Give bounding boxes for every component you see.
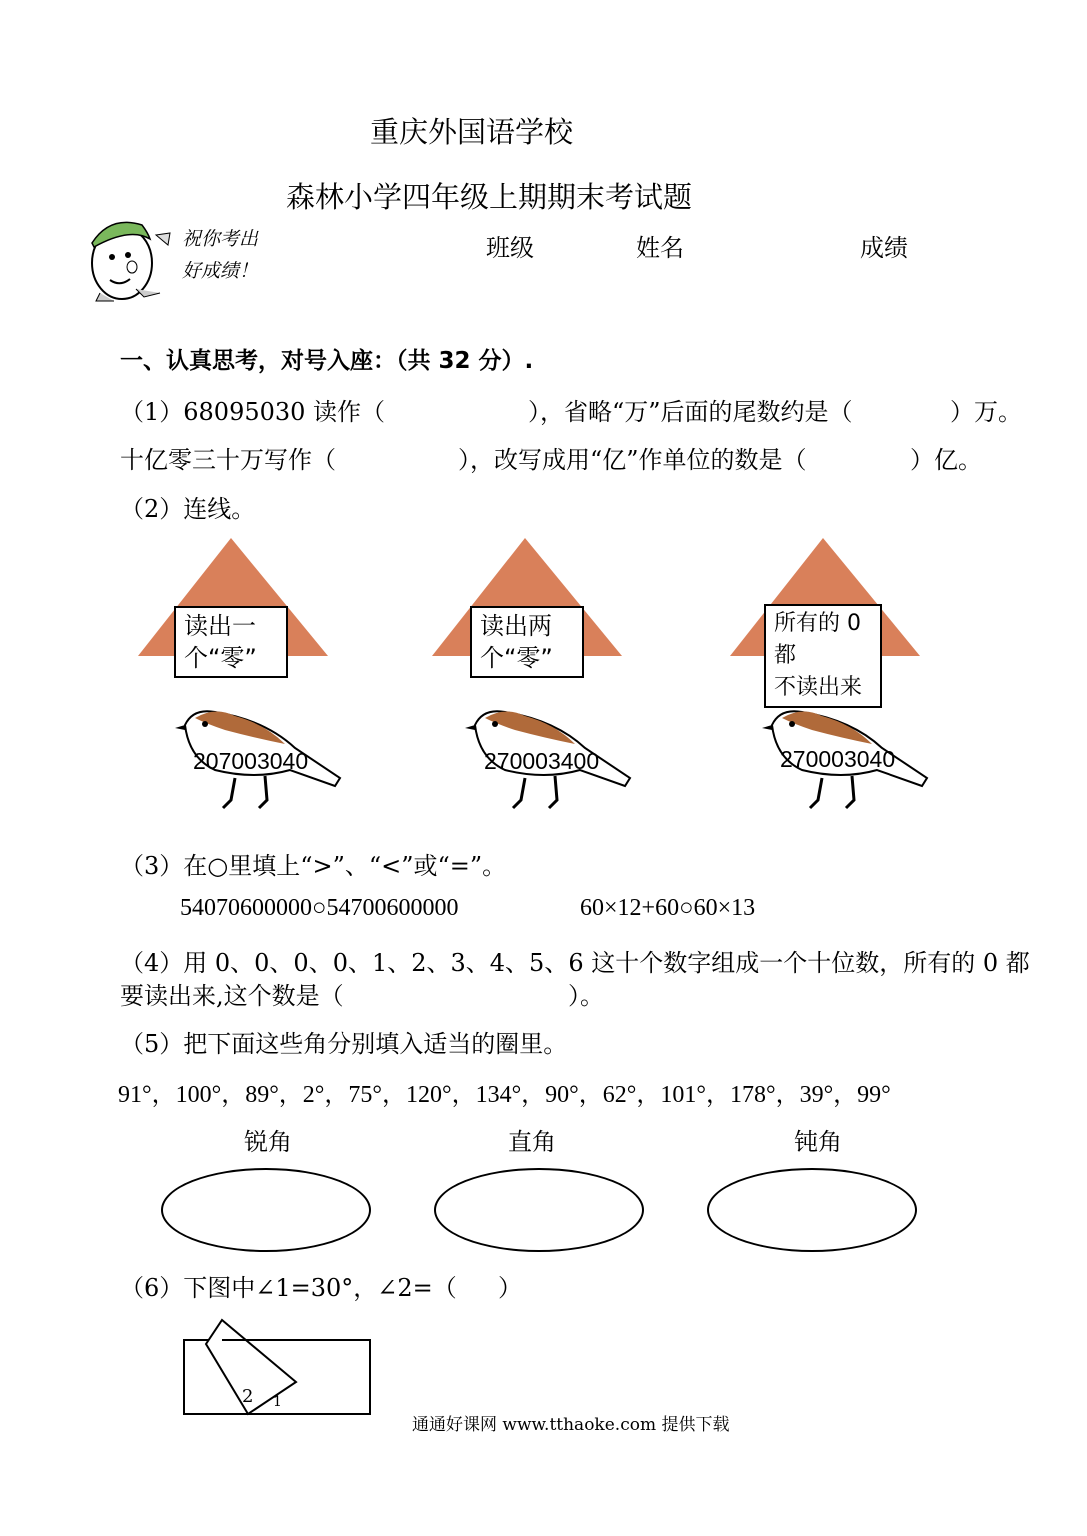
bird-2-number: 270003400 — [484, 748, 600, 774]
q3-label: （3）在○里填上“>”、“<”或“=”。 — [120, 852, 507, 880]
sign-2-line1: 读出两 — [480, 612, 552, 640]
sign-1 — [174, 606, 288, 678]
category-acute: 锐角 — [244, 1128, 292, 1156]
sign-3-line2: 不读出来 — [774, 675, 863, 700]
q5-label: （5）把下面这些角分别填入适当的圈里。 — [120, 1030, 568, 1058]
right-answer-oval[interactable] — [434, 1168, 644, 1252]
bird-3-number: 270003040 — [780, 746, 896, 772]
sign-1-line1: 读出一 — [184, 612, 256, 640]
class-label: 班级 — [486, 234, 534, 262]
acute-answer-oval[interactable] — [161, 1168, 371, 1252]
school-name: 重庆外国语学校 — [370, 115, 574, 149]
bird-1-number: 207003040 — [193, 748, 309, 774]
sign-3-line1: 所有的 0 都 — [774, 611, 861, 668]
mascot-image — [70, 205, 180, 305]
q5-angle-list: 91°，100°，89°，2°，75°，120°，134°，90°，62°，101°，178°，39°，99° — [118, 1082, 891, 1108]
q1-line2-middle: ），改写成用“亿”作单位的数是（ — [458, 446, 807, 474]
q4-line1: （4）用 0、0、0、0、1、2、3、4、5、6 这十个数字组成一个十位数，所有的 0 都 — [120, 949, 1030, 977]
sign-1-line2: 个“零” — [184, 644, 257, 672]
q3-compare-1: 54070600000○54700600000 — [180, 895, 459, 921]
score-label: 成绩 — [860, 234, 908, 262]
sign-2-line2: 个“零” — [480, 644, 553, 672]
sign-3 — [764, 604, 882, 708]
exam-title: 森林小学四年级上期期末考试题 — [286, 180, 693, 214]
q3-compare-2: 60×12+60○60×13 — [580, 895, 756, 921]
name-label: 姓名 — [636, 234, 684, 262]
q1-line1-start: （1）68095030 读作（ — [120, 398, 386, 426]
sign-2 — [470, 606, 584, 678]
q1-line2-end: ）亿。 — [910, 446, 982, 474]
angle-1-mark: 1 — [273, 1394, 282, 1410]
q2-label: （2）连线。 — [120, 495, 256, 523]
angle-2-mark: 2 — [242, 1386, 254, 1407]
q4-line2-start: 要读出来,这个数是（ — [120, 982, 344, 1010]
section-title: 一、认真思考，对号入座：（共 32 分）. — [120, 348, 534, 374]
q6-label: （6）下图中∠1=30°，∠2=（ — [120, 1274, 457, 1302]
category-obtuse: 钝角 — [794, 1128, 842, 1156]
q4-line2-end: ）。 — [568, 982, 604, 1010]
q1-line1-middle: ），省略“万”后面的尾数约是（ — [528, 398, 853, 426]
q1-line1-end: ）万。 — [950, 398, 1022, 426]
greeting-line1: 祝你考出 — [182, 228, 259, 250]
q6-label-end: ） — [498, 1274, 522, 1302]
q1-line2-start: 十亿零三十万写作（ — [120, 446, 336, 474]
footer-source: 通通好课网 www.tthaoke.com 提供下载 — [412, 1415, 730, 1435]
category-right: 直角 — [508, 1128, 556, 1156]
obtuse-answer-oval[interactable] — [707, 1168, 917, 1252]
greeting-line2: 好成绩！ — [182, 260, 259, 282]
